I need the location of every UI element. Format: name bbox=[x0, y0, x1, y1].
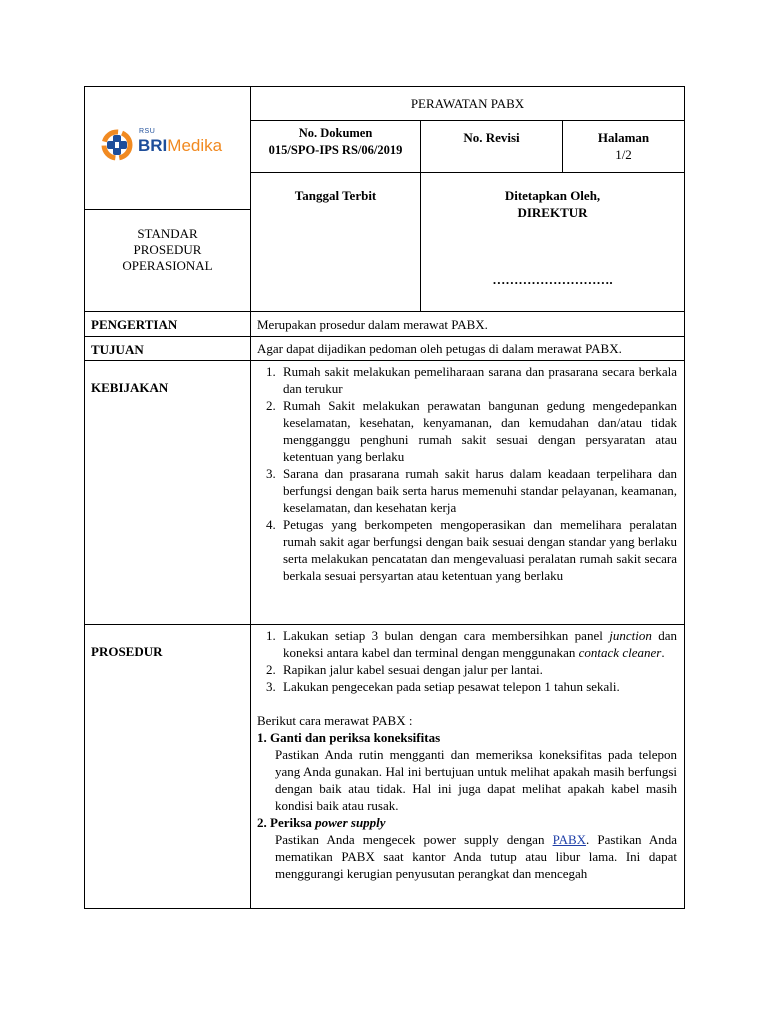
prosedur-item-text: . bbox=[661, 645, 665, 660]
document-title-cell bbox=[251, 87, 685, 121]
sop-label-line2: PROSEDUR bbox=[133, 242, 202, 257]
kebijakan-item: 1. Rumah sakit melakukan pemeliharaan sarana dan prasarana secara berkala dan terukur bbox=[279, 363, 677, 397]
prosedur-intro: Berikut cara merawat PABX : bbox=[257, 713, 413, 728]
pabx-link[interactable]: PABX bbox=[552, 832, 587, 847]
logo-bri-text: BRI bbox=[138, 135, 168, 155]
step2-text-b: . Pastikan Anda mematikan PABX saat kantor Anda tutup atau libur lama. Ini dapat menggurangi kerugian penyusutan perangkat dan mencegah bbox=[275, 832, 678, 881]
kebijakan-item: 3. Sarana dan prasarana rumah sakit harus dalam keadaan terpelihara dan berfungsi dengan baik serta harus memenuhi standar pelayanan, keamanan, keselamatan, dan kesehatan kerja bbox=[279, 465, 677, 516]
sop-table bbox=[84, 86, 685, 909]
logo-medika-text: Medika bbox=[167, 135, 223, 155]
no-revisi-label: No. Revisi bbox=[463, 130, 520, 145]
pengertian-text: Merupakan prosedur dalam merawat PABX. bbox=[257, 317, 488, 332]
step1-text: Pastikan Anda rutin mengganti dan memeriksa koneksifitas pada telepon yang Anda gunakan. Hal ini bertujuan untuk melihat apakah masih berfungsi dengan baik atau tidak. Hal ini juga dapat melihat apakah kabel masih kondisi baik atau rusak. bbox=[275, 747, 678, 813]
kebijakan-label: KEBIJAKAN bbox=[91, 380, 169, 395]
halaman-value: 1/2 bbox=[615, 147, 632, 162]
prosedur-item-text: Lakukan setiap 3 bulan dengan cara membersihkan panel bbox=[283, 628, 610, 643]
ditetapkan-label: Ditetapkan Oleh, bbox=[504, 188, 601, 203]
kebijakan-list bbox=[257, 363, 677, 584]
hospital-logo bbox=[99, 127, 222, 163]
pengertian-content-cell bbox=[251, 312, 685, 337]
prosedur-list bbox=[257, 627, 677, 695]
prosedur-label-cell bbox=[85, 625, 251, 909]
sop-label-line1: STANDAR bbox=[137, 226, 198, 241]
tanggal-terbit-cell bbox=[251, 173, 421, 312]
step2-title bbox=[257, 814, 677, 831]
step2-text bbox=[257, 831, 677, 882]
step1-title: 1. Ganti dan periksa koneksifitas bbox=[257, 730, 441, 745]
step2-title-text: 2. Periksa bbox=[257, 815, 316, 830]
pengertian-label: PENGERTIAN bbox=[91, 317, 178, 332]
tujuan-label: TUJUAN bbox=[91, 342, 144, 357]
prosedur-item-text: dan koneksi antara kabel dan terminal dengan menggunakan bbox=[283, 628, 677, 660]
ditetapkan-cell bbox=[421, 173, 685, 312]
sop-label-cell bbox=[85, 210, 251, 312]
kebijakan-item: 2. Rumah Sakit melakukan perawatan bangunan gedung mengedepankan keselamatan, kesehatan, kenyamanan, dan kemudahan dan/atau tidak mengganggu penghuni rumah sakit sesuai dengan persyaratan atau ketentuan yang berlaku bbox=[279, 397, 677, 465]
kebijakan-content-cell bbox=[251, 361, 685, 625]
tujuan-label-cell bbox=[85, 337, 251, 361]
no-revisi-cell bbox=[421, 121, 563, 173]
prosedur-item: 3. Lakukan pengecekan pada setiap pesawat telepon 1 tahun sekali. bbox=[279, 678, 677, 695]
step2-title-italic: power supply bbox=[315, 815, 386, 830]
logo-rsu-text: RSU bbox=[139, 128, 156, 135]
prosedur-item bbox=[279, 627, 677, 661]
step2-text-a: Pastikan Anda mengecek power supply dengan bbox=[275, 832, 553, 847]
document-title: PERAWATAN PABX bbox=[410, 96, 525, 111]
no-dokumen-cell bbox=[251, 121, 421, 173]
direktur-label: DIREKTUR bbox=[517, 205, 588, 220]
pengertian-label-cell bbox=[85, 312, 251, 337]
tujuan-text: Agar dapat dijadikan pedoman oleh petugas di dalam merawat PABX. bbox=[257, 341, 622, 356]
sop-label-line3: OPERASIONAL bbox=[122, 258, 213, 273]
prosedur-item-italic: junction bbox=[609, 628, 652, 643]
tujuan-content-cell bbox=[251, 337, 685, 361]
bri-medika-logo-icon bbox=[99, 127, 135, 163]
prosedur-item: 2. Rapikan jalur kabel sesuai dengan jalur per lantai. bbox=[279, 661, 677, 678]
no-dokumen-label: No. Dokumen bbox=[298, 126, 373, 140]
logo-cell bbox=[85, 87, 251, 210]
prosedur-item-italic: contack cleaner bbox=[578, 645, 662, 660]
prosedur-label: PROSEDUR bbox=[91, 644, 163, 659]
signature-line: ………………………. bbox=[492, 272, 613, 287]
kebijakan-item: 4. Petugas yang berkompeten mengoperasikan dan memelihara peralatan rumah sakit agar berfungsi dengan baik sesuai dengan standar yang berlaku serta melakukan pencatatan dan mengevaluasi peralatan rumah sakit secara berkala sesuai persyartan atau ketentuan yang berlaku bbox=[279, 516, 677, 584]
tanggal-terbit-label: Tanggal Terbit bbox=[294, 188, 377, 203]
kebijakan-label-cell bbox=[85, 361, 251, 625]
sop-document bbox=[84, 86, 684, 909]
prosedur-content-cell bbox=[251, 625, 685, 909]
halaman-label: Halaman bbox=[597, 130, 650, 145]
no-dokumen-value: 015/SPO-IPS RS/06/2019 bbox=[268, 143, 403, 157]
halaman-cell bbox=[563, 121, 685, 173]
